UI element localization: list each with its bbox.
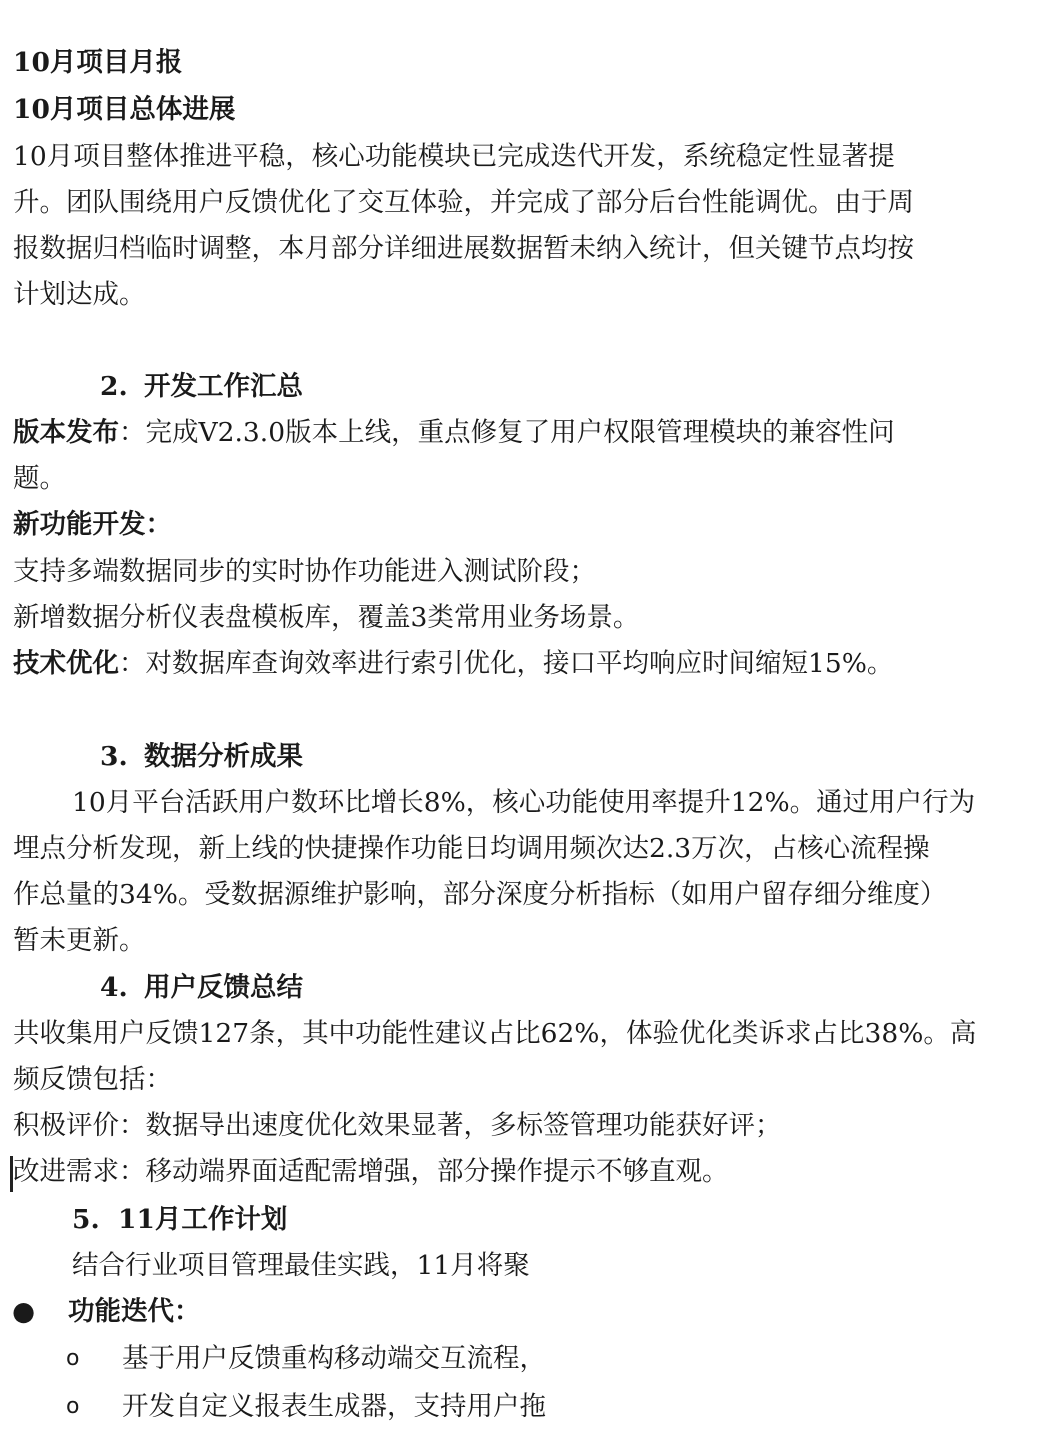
paragraph-line: 频反馈包括： [13, 1064, 172, 1095]
release-text: ：完成V2.3.0版本上线，重点修复了用户权限管理模块的兼容性问 [119, 417, 895, 448]
paragraph-line: 10月项目整体推进平稳，核心功能模块已完成迭代开发，系统稳定性显著提 [13, 141, 895, 172]
fade-overlay [560, 1380, 820, 1402]
section-number: 4. [100, 972, 128, 1003]
section-heading-text: 用户反馈总结 [144, 972, 303, 1003]
section-number: 5. [72, 1204, 100, 1235]
tech-text: ：对数据库查询效率进行索引优化，接口平均响应时间缩短15%。 [119, 648, 894, 679]
section-number: 3. [100, 741, 128, 772]
paragraph-line: 升。团队围绕用户反馈优化了交互体验，并完成了部分后台性能调优。由于周 [13, 187, 914, 218]
sub-list-item: 基于用户反馈重构移动端交互流程， [122, 1343, 546, 1374]
fade-overlay [575, 1245, 755, 1291]
paragraph-line: 计划达成。 [13, 279, 146, 310]
sub-bullet-icon: o [66, 1346, 80, 1371]
list-item: 支持多端数据同步的实时协作功能进入测试阶段； [13, 556, 596, 587]
paragraph-line: 共收集用户反馈127条，其中功能性建议占比62%，体验优化类诉求占比38%。高 [13, 1018, 977, 1049]
bullet-label: 功能迭代： [68, 1296, 201, 1327]
list-item: 新增数据分析仪表盘模板库，覆盖3类常用业务场景。 [13, 602, 640, 633]
section3-heading [100, 734, 1052, 780]
release-label: 版本发布 [13, 417, 119, 448]
text-cursor [10, 1156, 13, 1192]
paragraph-line: 10月平台活跃用户数环比增长8%，核心功能使用率提升12%。通过用户行为 [72, 787, 976, 818]
paragraph-line: 暂未更新。 [13, 925, 146, 956]
bullet-icon: ● [12, 1296, 36, 1327]
document-title: 10月项目月报 [13, 47, 183, 78]
section4-heading [100, 965, 1052, 1011]
tech-line [13, 641, 1043, 687]
tech-label: 技术优化 [13, 648, 119, 679]
newfeat-label: 新功能开发： [13, 509, 172, 540]
paragraph-line: 埋点分析发现，新上线的快捷操作功能日均调用频次达2.3万次，占核心流程操 [13, 833, 930, 864]
paragraph-line: 结合行业项目管理最佳实践，11月将聚 [72, 1250, 530, 1281]
paragraph-line: 报数据归档临时调整，本月部分详细进展数据暂未纳入统计，但关键节点均按 [13, 233, 914, 264]
sub-list-item: 开发自定义报表生成器，支持用户拖 [122, 1391, 546, 1422]
paragraph-line: 作总量的34%。受数据源维护影响，部分深度分析指标（如用户留存细分维度） [13, 879, 947, 910]
paragraph-line: 题。 [13, 463, 66, 494]
release-line [13, 410, 1043, 456]
section2-heading [100, 364, 1052, 410]
section-heading-text: 11月工作计划 [118, 1204, 288, 1235]
sub-bullet-icon: o [66, 1394, 80, 1419]
paragraph-line: 积极评价：数据导出速度优化效果显著，多标签管理功能获好评； [13, 1110, 782, 1141]
section-number: 2. [100, 371, 128, 402]
section-heading-text: 数据分析成果 [144, 741, 303, 772]
section1-heading: 10月项目总体进展 [13, 94, 236, 125]
section-heading-text: 开发工作汇总 [144, 371, 303, 402]
section5-heading [72, 1197, 1052, 1243]
paragraph-line[interactable]: 改进需求：移动端界面适配需增强，部分操作提示不够直观。 [13, 1156, 729, 1187]
